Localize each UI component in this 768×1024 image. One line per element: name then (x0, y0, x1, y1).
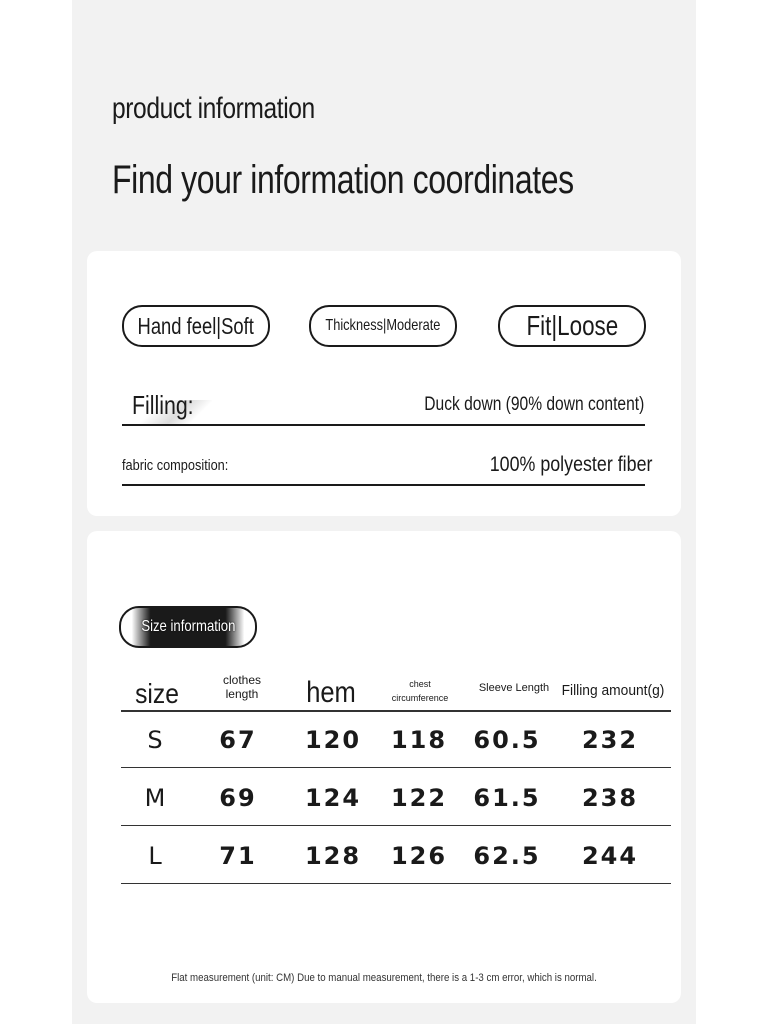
fit-badge: Fit|Loose (498, 305, 646, 347)
hem-cell: 128 (304, 842, 362, 870)
measurement-footnote: Flat measurement (unit: CM) Due to manual measurement, there is a 1-3 cm error, which is normal. (171, 972, 597, 984)
table-row (121, 770, 671, 826)
filling-cell: 232 (581, 726, 639, 754)
divider (122, 424, 645, 426)
column-header-hem: hem (306, 676, 356, 709)
hem-cell: 124 (304, 784, 362, 812)
size-cell: S (147, 726, 165, 754)
table-row (121, 828, 671, 884)
length-cell: 71 (219, 842, 257, 870)
sleeve-cell: 60.5 (473, 726, 541, 754)
size-cell: L (148, 842, 164, 870)
chest-cell: 126 (390, 842, 448, 870)
length-cell: 69 (219, 784, 257, 812)
length-cell: 67 (219, 726, 257, 754)
row-divider (121, 825, 671, 827)
size-information-badge: Size information (119, 606, 257, 648)
row-divider (121, 767, 671, 769)
page-title: Find your information coordinates (112, 158, 574, 202)
filling-value: Duck down (90% down content) (424, 394, 644, 415)
sleeve-cell: 62.5 (473, 842, 541, 870)
filling-cell: 238 (581, 784, 639, 812)
filling-cell: 244 (581, 842, 639, 870)
row-divider (121, 883, 671, 885)
fabric-label: fabric composition: (122, 457, 229, 474)
hem-cell: 120 (304, 726, 362, 754)
column-header-clothes-length: clothes length (222, 673, 262, 701)
chest-cell: 122 (390, 784, 448, 812)
chest-cell: 118 (390, 726, 448, 754)
hand-feel-badge: Hand feel|Soft (122, 305, 270, 347)
table-row (121, 712, 671, 768)
divider (122, 484, 645, 486)
fabric-value: 100% polyester fiber (489, 453, 652, 476)
sleeve-cell: 61.5 (473, 784, 541, 812)
column-header-filling-amount: Filling amount(g) (561, 682, 665, 699)
filling-label: Filling: (132, 390, 194, 420)
column-header-chest: chest circumference (391, 679, 449, 703)
column-header-size: size (135, 678, 179, 709)
size-cell: M (144, 784, 168, 812)
section-subtitle: product information (112, 92, 315, 125)
column-header-sleeve-length: Sleeve Length (478, 682, 550, 694)
thickness-badge: Thickness|Moderate (309, 305, 457, 347)
